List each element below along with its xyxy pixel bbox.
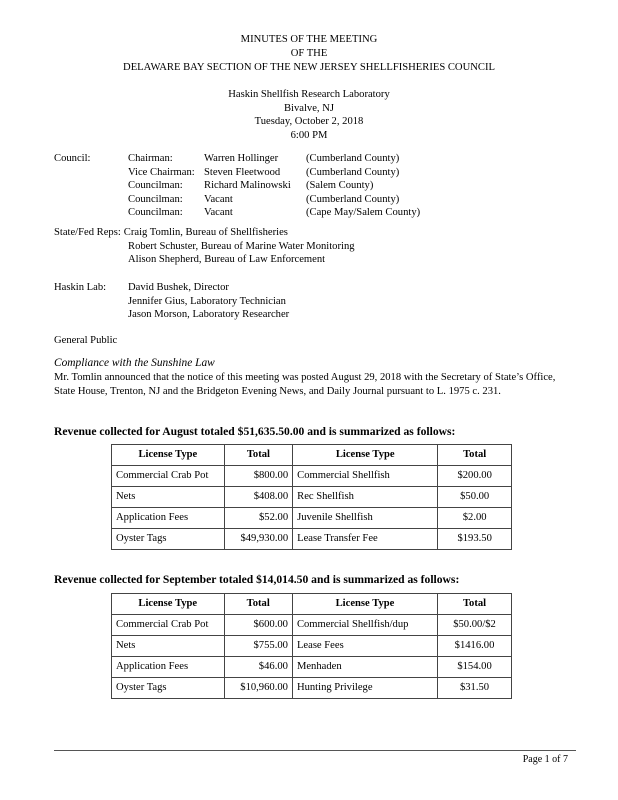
- license-type-cell: Lease Fees: [292, 636, 437, 657]
- member-county: (Cumberland County): [306, 166, 400, 178]
- member-county: (Cumberland County): [306, 193, 400, 205]
- total-cell: $193.50: [438, 529, 512, 550]
- staff-line: Jason Morson, Laboratory Researcher: [128, 309, 290, 320]
- council-row: [54, 193, 574, 207]
- total-cell: $10,960.00: [224, 678, 292, 699]
- license-type-cell: Commercial Shellfish: [293, 466, 438, 487]
- table-row: [112, 466, 512, 487]
- meeting-date: Tuesday, October 2, 2018: [254, 116, 364, 127]
- staff-line: Jennifer Gius, Laboratory Technician: [128, 295, 286, 307]
- table-header-row: [112, 594, 512, 615]
- license-type-cell: Juvenile Shellfish: [293, 508, 438, 529]
- total-cell: $755.00: [224, 636, 292, 657]
- meeting-time: 6:00 PM: [290, 129, 328, 141]
- total-cell: $154.00: [438, 657, 512, 678]
- table-row: [112, 615, 512, 636]
- staff-line: David Bushek, Director: [128, 282, 229, 293]
- total-cell: $1416.00: [438, 636, 512, 657]
- title-line-1: MINUTES OF THE MEETING: [240, 34, 378, 45]
- member-county: (Cape May/Salem County): [306, 207, 421, 218]
- table-row: [112, 487, 512, 508]
- license-type-cell: Rec Shellfish: [293, 487, 438, 508]
- minutes-title-block: [0, 33, 618, 75]
- column-header: Total: [438, 445, 512, 466]
- september-revenue-heading: Revenue collected for September totaled $14,014.50 and is summarized as follows:: [54, 573, 460, 586]
- total-cell: $50.00: [438, 487, 512, 508]
- haskin-label: Haskin Lab:: [54, 282, 107, 293]
- rep-line: Craig Tomlin, Bureau of Shellfisheries: [123, 227, 288, 238]
- august-revenue-table: [111, 444, 512, 550]
- venue-block: [0, 88, 618, 142]
- council-roster: [54, 152, 574, 220]
- license-type-cell: Menhaden: [292, 657, 437, 678]
- haskin-lab-staff: [54, 281, 574, 322]
- total-cell: $46.00: [224, 657, 292, 678]
- column-header: Total: [224, 445, 292, 466]
- total-cell: $52.00: [224, 508, 292, 529]
- column-header: Total: [224, 594, 292, 615]
- column-header: License Type: [292, 594, 437, 615]
- general-public: General Public: [54, 335, 118, 346]
- table-row: [112, 508, 512, 529]
- member-title: Councilman:: [128, 193, 183, 205]
- license-type-cell: Nets: [112, 636, 225, 657]
- total-cell: $200.00: [438, 466, 512, 487]
- total-cell: $31.50: [438, 678, 512, 699]
- license-type-cell: Hunting Privilege: [292, 678, 437, 699]
- license-type-cell: Application Fees: [112, 508, 225, 529]
- page-number: Page 1 of 7: [522, 754, 568, 765]
- title-line-2: OF THE: [290, 48, 328, 59]
- member-county: (Cumberland County): [306, 153, 400, 164]
- council-row: [54, 152, 574, 166]
- license-type-cell: Lease Transfer Fee: [293, 529, 438, 550]
- license-type-cell: Oyster Tags: [112, 678, 225, 699]
- table-row: [112, 657, 512, 678]
- license-type-cell: Application Fees: [112, 657, 225, 678]
- sunshine-body: Mr. Tomlin announced that the notice of this meeting was posted August 29, 2018 with the Secretary of State’s Office, State House, Trenton, NJ and the Bridgeton Evening News, and Daily Journal pursuant to L. 1975 c. 231.: [54, 372, 556, 397]
- column-header: License Type: [112, 445, 225, 466]
- total-cell: $408.00: [224, 487, 292, 508]
- member-title: Chairman:: [128, 153, 173, 164]
- member-title: Councilman:: [128, 207, 183, 218]
- september-revenue-table: [111, 593, 512, 699]
- member-name: Richard Malinowski: [204, 180, 291, 191]
- rep-line: Alison Shepherd, Bureau of Law Enforcement: [128, 254, 326, 265]
- total-cell: $49,930.00: [224, 529, 292, 550]
- rep-line: Robert Schuster, Bureau of Marine Water Monitoring: [128, 240, 355, 252]
- member-name: Warren Hollinger: [204, 153, 279, 164]
- license-type-cell: Commercial Crab Pot: [112, 466, 225, 487]
- footer-divider: [54, 750, 576, 751]
- council-row: [54, 179, 574, 193]
- council-label: Council:: [54, 153, 91, 164]
- column-header: License Type: [293, 445, 438, 466]
- table-row: [112, 636, 512, 657]
- total-cell: $2.00: [438, 508, 512, 529]
- state-fed-reps: [54, 226, 574, 267]
- license-type-cell: Oyster Tags: [112, 529, 225, 550]
- member-name: Steven Fleetwood: [204, 166, 281, 178]
- table-header-row: [112, 445, 512, 466]
- member-title: Vice Chairman:: [128, 166, 195, 178]
- member-county: (Salem County): [306, 180, 374, 191]
- council-row: [54, 166, 574, 180]
- license-type-cell: Commercial Shellfish/dup: [292, 615, 437, 636]
- sunshine-heading: Compliance with the Sunshine Law: [54, 357, 215, 369]
- table-row: [112, 529, 512, 550]
- license-type-cell: Commercial Crab Pot: [112, 615, 225, 636]
- title-line-3: DELAWARE BAY SECTION OF THE NEW JERSEY SHELLFISHERIES COUNCIL: [123, 62, 495, 73]
- council-row: [54, 206, 574, 220]
- venue-town: Bivalve, NJ: [283, 102, 335, 114]
- state-fed-label: State/Fed Reps:: [54, 227, 121, 238]
- august-revenue-heading: Revenue collected for August totaled $51,635.50.00 and is summarized as follows:: [54, 425, 456, 438]
- sunshine-law-section: [54, 356, 574, 399]
- venue-place: Haskin Shellfish Research Laboratory: [228, 89, 390, 100]
- total-cell: $50.00/$2: [438, 615, 512, 636]
- member-name: Vacant: [204, 207, 233, 218]
- member-name: Vacant: [204, 193, 233, 205]
- license-type-cell: Nets: [112, 487, 225, 508]
- total-cell: $600.00: [224, 615, 292, 636]
- column-header: License Type: [112, 594, 225, 615]
- table-row: [112, 678, 512, 699]
- total-cell: $800.00: [224, 466, 292, 487]
- column-header: Total: [438, 594, 512, 615]
- member-title: Councilman:: [128, 180, 183, 191]
